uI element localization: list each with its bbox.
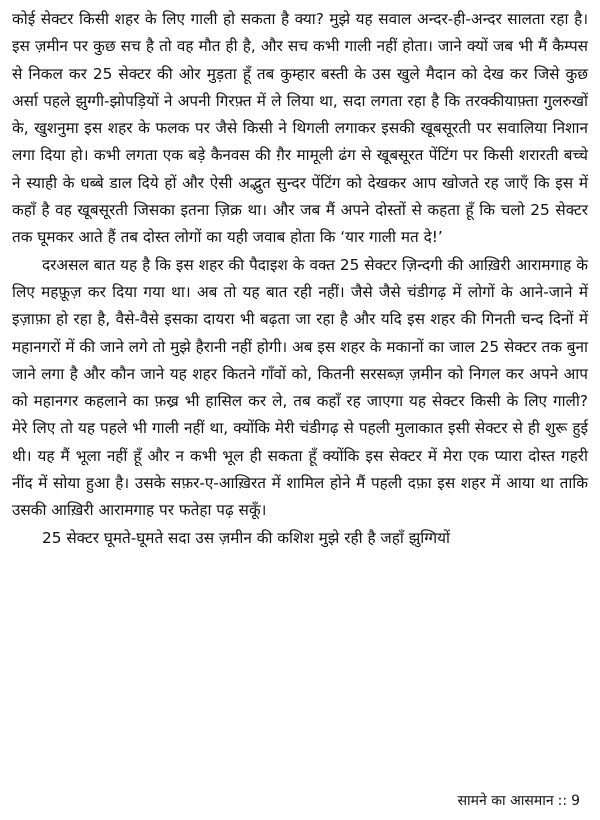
paragraph-1: कोई सेक्टर किसी शहर के लिए गाली हो सकता है क्या? मुझे यह सवाल अन्दर-ही-अन्दर सालता रहा है। इस ज़मीन पर कुछ सच है तो वह मौत ही है, और सच कभी गाली नहीं होता। जाने क्यों जब भी मैं कैम्पस से निकल कर 25 सेक्टर की ओर मुड़ता हूँ तब कुम्हार बस्ती के उस खुले मैदान को देख कर जिसे कुछ अर्सा पहले झुग्गी-झोपड़ियों ने अपनी गिरफ़्त में ले लिया था, सदा लगता रहा है कि तरक्कीयाफ़्ता गुलरुखों के, खुशनुमा इस शहर के फलक पर जैसे किसी ने थिगली लगाकर इसकी खूबसूरती पर सवालिया निशान लगा दिया हो। कभी लगता एक बड़े कैनवस की ग़ैर मामूली ढंग से खूबसूरत पेंटिंग पर किसी शरारती बच्चे ने स्याही के धब्बे डाल दिये हों और ऐसी अद्भुत सुन्दर पेंटिंग को देखकर आप खोजते रह जाएँ कि इस में कहाँ है वह खूबसूरती जिसका इतना ज़िक्र था। और जब मैं अपने दोस्तों से कहता हूँ कि चलो 25 सेक्टर तक घूमकर आते हैं तब दोस्त लोगों का यही जवाब होता कि ‘यार गाली मत दे!’ xyxy=(12,10,588,247)
footer-book-title: सामने का आसमान xyxy=(457,793,554,809)
footer-separator: :: xyxy=(557,793,568,809)
page-footer xyxy=(458,791,580,810)
paragraph-2: दरअसल बात यह है कि इस शहर की पैदाइश के वक्त 25 सेक्टर ज़िन्दगी की आख़िरी आरामगाह के लिए महफ़ूज़ कर दिया गया था। अब तो यह बात रही नहीं। जैसे जैसे चंडीगढ़ में लोगों के आने-जाने में इज़ाफ़ा हो रहा है, वैसे-वैसे इसका दायरा भी बढ़ता जा रहा है और यदि इस शहर की गिनती चन्द दिनों में महानगरों में की जाने लगे तो मुझे हैरानी नहीं होगी। अब इस शहर के मकानों का जाल 25 सेक्टर तक बुना जाने लगा है और कौन जाने यह शहर कितने गाँवों को, कितनी सरसब्ज़ ज़मीन को निगल कर अपने आप को महानगर कहलाने का फ़ख्र भी हासिल कर ले, तब कहाँ रह जाएगा यह सेक्टर किसी के लिए गाली? मेरे लिए तो यह पहले भी गाली नहीं था, क्योंकि मेरी चंडीगढ़ से पहली मुलाकात इसी सेक्टर से ही शुरू हुई थी। यह मैं भूला नहीं हूँ और न कभी भूल ही सकता हूँ क्योंकि इस सेक्टर में मेरा एक प्यारा दोस्त गहरी नींद में सोया हुआ है। उसके सफ़र-ए-आख़िरत में शामिल होने मैं पहली दफ़ा इस शहर में आया था ताकि उसकी आख़िरी आरामगाह पर फतेहा पढ़ सकूँ। xyxy=(12,255,588,520)
body-text xyxy=(12,6,588,552)
paragraph-3: 25 सेक्टर घूमते-घूमते सदा उस ज़मीन की कशिश मुझे रही है जहाँ झुग्गियों xyxy=(42,528,450,547)
page-number: 9 xyxy=(571,793,580,809)
